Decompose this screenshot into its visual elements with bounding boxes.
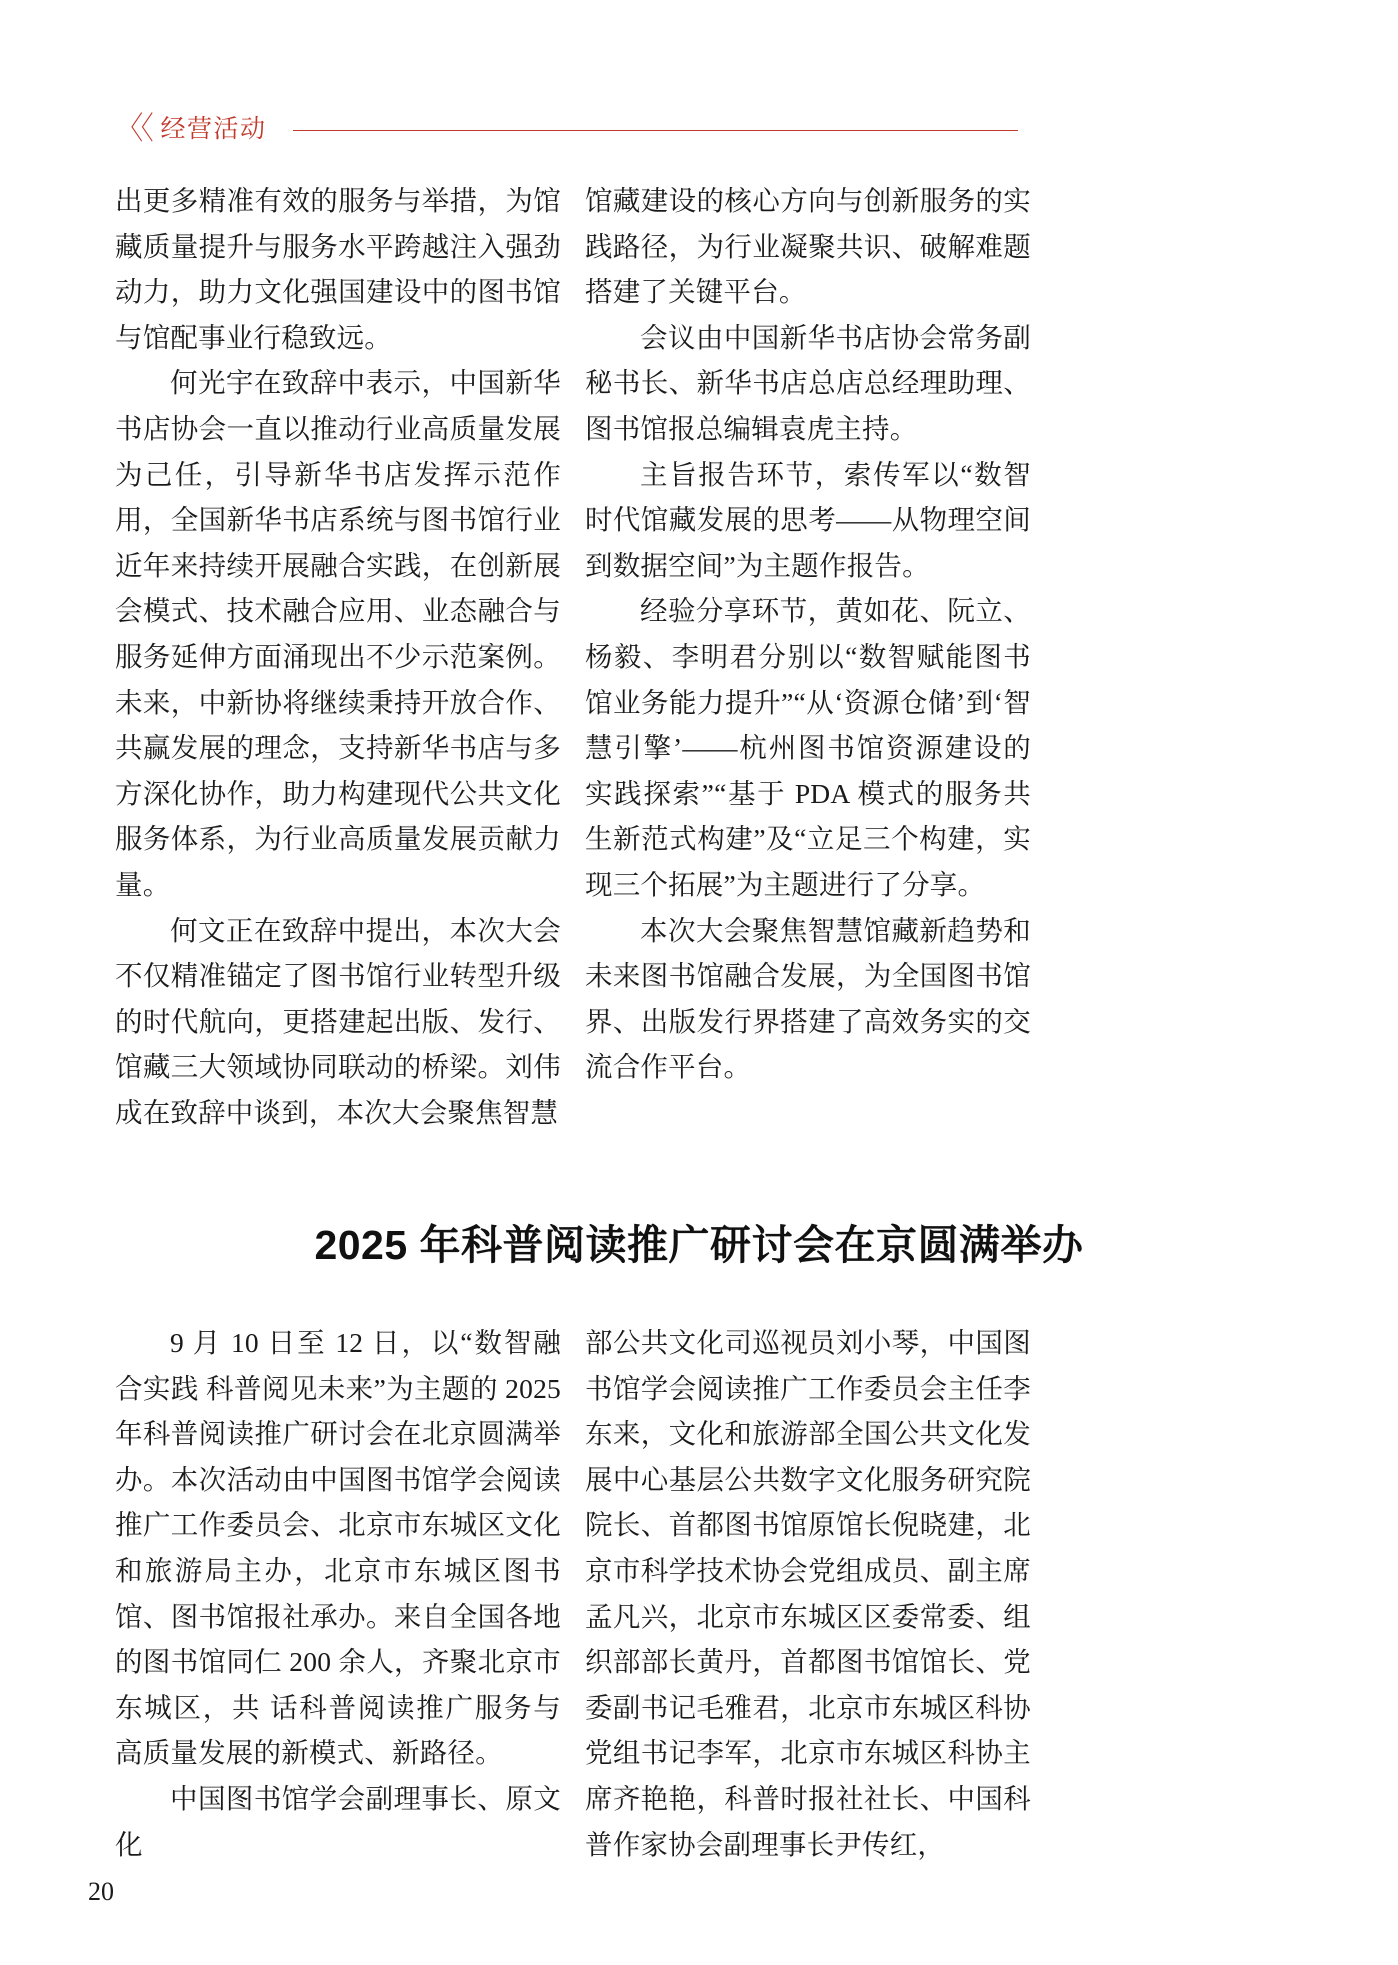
article-kepu-left-column [115,1320,561,1867]
article-kepu-columns [115,1320,1031,1867]
article-continued-right-column [585,178,1031,1135]
paragraph: 会议由中国新华书店协会常务副秘书长、新华书店总店总经理助理、图书馆报总编辑袁虎主持。 [585,321,1031,444]
running-head [118,112,1018,146]
running-head-rule [293,130,1018,131]
paragraph: 本次大会聚焦智慧馆藏新趋势和未来图书馆融合发展，为全国图书馆界、出版发行界搭建了高效务实的交流合作平台。 [585,914,1031,1083]
paragraph: 部公共文化司巡视员刘小琴，中国图书馆学会阅读推广工作委员会主任李东来，文化和旅游部全国公共文化发展中心基层公共数字文化服务研究院院长、首都图书馆原馆长倪晓建，北京市科学技术协会党组成员、副主席孟凡兴，北京市东城区区委常委、组织部部长黄丹，首都图书馆馆长、党委副书记毛雅君，北京市东城区科协党组书记李军，北京市东城区科协主席齐艳艳，科普时报社社长、中国科普作家协会副理事长尹传红， [585,1327,1031,1860]
running-head-label: 经营活动 [160,114,267,143]
page-number: 20 [88,1877,114,1906]
paragraph: 中国图书馆学会副理事长、原文化 [115,1782,561,1860]
article-kepu-right-column [585,1320,1031,1867]
article-continued-columns [115,178,1031,1135]
chevron-left-double-icon: 〈〈 [118,110,152,146]
paragraph: 何光宇在致辞中表示，中国新华书店协会一直以推动行业高质量发展为己任，引导新华书店发挥示范作用，全国新华书店系统与图书馆行业近年来持续开展融合实践，在创新展会模式、技术融合应用、业态融合与服务延伸方面涌现出不少示范案例。未来，中新协将继续秉持开放合作、共赢发展的理念，支持新华书店与多方深化协作，助力构建现代公共文化服务体系，为行业高质量发展贡献力量。 [115,367,561,900]
paragraph: 9 月 10 日至 12 日，以“数智融合实践 科普阅见未来”为主题的 2025 年科普阅读推广研讨会在北京圆满举办。本次活动由中国图书馆学会阅读推广工作委员会、北京市东城区文化和旅游局主办，北京市东城区图书馆、图书馆报社承办。来自全国各地的图书馆同仁 200 余人，齐聚北京市东城区，共 话科普阅读推广服务与高质量发展的新模式、新路径。 [115,1327,561,1769]
paragraph: 馆藏建设的核心方向与创新服务的实践路径，为行业凝聚共识、破解难题搭建了关键平台。 [585,185,1031,308]
paragraph: 经验分享环节，黄如花、阮立、杨毅、李明君分别以“数智赋能图书馆业务能力提升”“从‘资源仓储’到‘智慧引擎’——杭州图书馆资源建设的实践探索”“基于 PDA 模式的服务共生新范式构建”及“立足三个构建，实现三个拓展”为主题进行了分享。 [585,595,1031,900]
article-continued-left-column [115,178,561,1135]
paragraph: 主旨报告环节，索传军以“数智时代馆藏发展的思考——从物理空间到数据空间”为主题作报告。 [585,458,1031,581]
page-title: 2025 年科普阅读推广研讨会在京圆满举办 [314,1222,1084,1268]
paragraph: 何文正在致辞中提出，本次大会不仅精准锚定了图书馆行业转型升级的时代航向，更搭建起出版、发行、馆藏三大领域协同联动的桥梁。刘伟成在致辞中谈到，本次大会聚焦智慧 [115,914,561,1128]
paragraph: 出更多精准有效的服务与举措，为馆藏质量提升与服务水平跨越注入强劲动力，助力文化强国建设中的图书馆与馆配事业行稳致远。 [115,185,561,353]
